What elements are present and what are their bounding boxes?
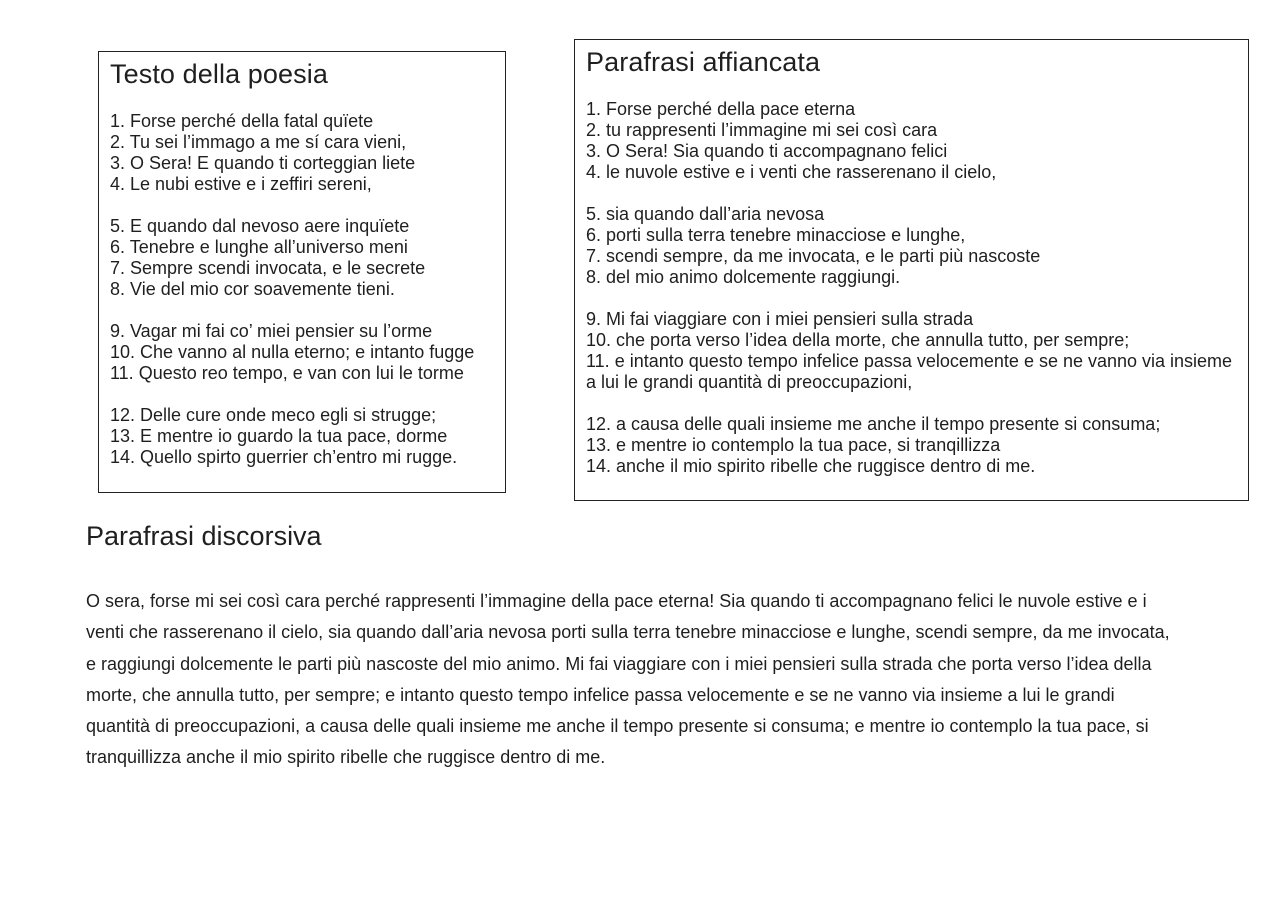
poem-stanza xyxy=(110,321,494,384)
parafrasi-line: 9. Mi fai viaggiare con i miei pensieri sulla strada xyxy=(586,309,974,329)
poem-line: 8. Vie del mio cor soavemente tieni. xyxy=(110,279,395,299)
parafrasi-stanza xyxy=(586,99,1237,183)
parafrasi-affiancata-title: Parafrasi affiancata xyxy=(586,47,821,77)
parafrasi-line: 4. le nuvole estive e i venti che rasserenano il cielo, xyxy=(586,162,997,182)
parafrasi-stanza xyxy=(586,414,1237,477)
poem-line: 13. E mentre io guardo la tua pace, dorme xyxy=(110,426,448,446)
poem-stanzas xyxy=(110,111,494,468)
parafrasi-stanza xyxy=(586,309,1237,393)
parafrasi-line: 5. sia quando dall’aria nevosa xyxy=(586,204,825,224)
poem-line: 11. Questo reo tempo, e van con lui le torme xyxy=(110,363,464,383)
poem-line: 14. Quello spirto guerrier ch’entro mi rugge. xyxy=(110,447,458,467)
parafrasi-discorsiva-section xyxy=(86,518,1186,792)
poem-box xyxy=(98,51,506,493)
parafrasi-line: 1. Forse perché della pace eterna xyxy=(586,99,856,119)
poem-line: 2. Tu sei l’immago a me sí cara vieni, xyxy=(110,132,407,152)
poem-stanza xyxy=(110,216,494,300)
poem-line: 10. Che vanno al nulla eterno; e intanto fugge xyxy=(110,342,475,362)
parafrasi-stanza xyxy=(586,204,1237,288)
poem-line: 3. O Sera! E quando ti corteggian liete xyxy=(110,153,416,173)
parafrasi-line: 2. tu rappresenti l’immagine mi sei così cara xyxy=(586,120,938,140)
poem-title: Testo della poesia xyxy=(110,59,328,89)
poem-stanza xyxy=(110,405,494,468)
poem-line: 7. Sempre scendi invocata, e le secrete xyxy=(110,258,426,278)
poem-line: 6. Tenebre e lunghe all’universo meni xyxy=(110,237,408,257)
parafrasi-line: 13. e mentre io contemplo la tua pace, si tranqillizza xyxy=(586,435,1001,455)
parafrasi-line: 12. a causa delle quali insieme me anche il tempo presente si consuma; xyxy=(586,414,1161,434)
parafrasi-line: 3. O Sera! Sia quando ti accompagnano felici xyxy=(586,141,948,161)
parafrasi-line: 11. e intanto questo tempo infelice passa velocemente e se ne vanno via insieme a lui le grandi quantità di preoccupazioni, xyxy=(586,351,1233,392)
parafrasi-line: 14. anche il mio spirito ribelle che ruggisce dentro di me. xyxy=(586,456,1036,476)
parafrasi-line: 8. del mio animo dolcemente raggiungi. xyxy=(586,267,901,287)
poem-line: 5. E quando dal nevoso aere inquïete xyxy=(110,216,410,236)
poem-line: 4. Le nubi estive e i zeffiri sereni, xyxy=(110,174,372,194)
parafrasi-line: 6. porti sulla terra tenebre minacciose e lunghe, xyxy=(586,225,966,245)
poem-line: 1. Forse perché della fatal quïete xyxy=(110,111,374,131)
parafrasi-line: 7. scendi sempre, da me invocata, e le parti più nascoste xyxy=(586,246,1041,266)
parafrasi-line: 10. che porta verso l’idea della morte, che annulla tutto, per sempre; xyxy=(586,330,1130,350)
parafrasi-stanzas xyxy=(586,99,1237,477)
parafrasi-affiancata-box xyxy=(574,39,1249,501)
poem-stanza xyxy=(110,111,494,195)
parafrasi-discorsiva-text: O sera, forse mi sei così cara perché rappresenti l’immagine della pace eterna! Sia quando ti accompagnano felici le nuvole estive e i venti che rasserenano il cielo, sia quando dall’aria nevosa porti sulla terra tenebre minacciose e lunghe, scendi sempre, da me invocata, e raggiungi dolcemente le parti più nascoste del mio animo. Mi fai viaggiare con i miei pensieri sulla strada che porta verso l’idea della morte, che annulla tutto, per sempre; e intanto questo tempo infelice passa velocemente e se ne vanno via insieme a lui le grandi quantità di preoccupazioni, a causa delle quali insieme me anche il tempo presente si consuma; e mentre io contemplo la tua pace, si tranquillizza anche il mio spirito ribelle che ruggisce dentro di me. xyxy=(86,591,1170,768)
poem-line: 12. Delle cure onde meco egli si strugge; xyxy=(110,405,437,425)
poem-line: 9. Vagar mi fai co’ miei pensier su l’orme xyxy=(110,321,433,341)
parafrasi-discorsiva-title: Parafrasi discorsiva xyxy=(86,521,322,551)
